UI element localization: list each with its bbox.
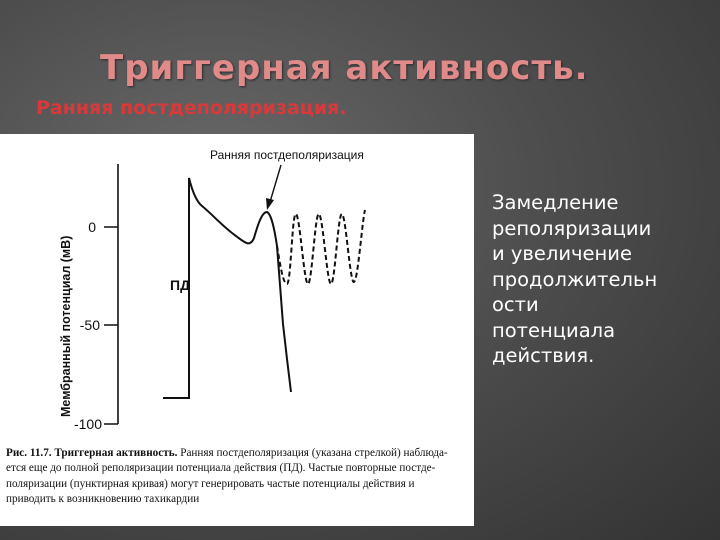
body-line-1: Замедление <box>492 191 619 214</box>
body-line-2: реполяризации <box>492 216 652 240</box>
caption-line-3: поляризации (пунктирная кривая) могут генерировать частые потенциалы действия и <box>6 477 415 490</box>
ap-label: ПД <box>170 277 191 293</box>
figure-panel <box>0 134 474 526</box>
repeated-depolarization-trace <box>277 210 365 284</box>
body-line-7: действия. <box>492 344 595 367</box>
slide-subtitle: Ранняя постдеполяризация. <box>36 97 347 119</box>
caption-line-4: приводить к возникновению тахикардии <box>6 493 200 506</box>
action-potential-diagram <box>0 134 474 444</box>
y-axis-label: Мембранный потенциал (мВ) <box>59 235 73 417</box>
y-tick-label-minus50: -50 <box>79 317 100 333</box>
caption-line-1: Ранняя постдеполяризация (указана стрелкой) наблюда- <box>177 447 448 459</box>
slide-title: Триггерная активность. <box>100 48 589 88</box>
figure-caption <box>6 446 468 508</box>
body-line-3: и увеличение <box>492 242 632 265</box>
body-line-4: продолжительн <box>492 267 658 291</box>
caption-figure-label: Рис. 11.7. Триггерная активность. <box>6 447 178 459</box>
body-line-5: ости <box>492 293 539 316</box>
body-line-6: потенциала <box>492 318 616 342</box>
annotation-label: Ранняя постдеполяризация <box>210 148 364 162</box>
annotation-arrow-shaft <box>270 165 281 202</box>
y-tick-label-minus100: -100 <box>73 416 102 432</box>
y-tick-label-0: 0 <box>88 219 96 235</box>
body-text <box>492 190 717 369</box>
caption-line-2: ется еще до полной реполяризации потенциала действия (ПД). Частые повторные постде- <box>6 462 436 475</box>
annotation-arrowhead <box>266 198 274 210</box>
